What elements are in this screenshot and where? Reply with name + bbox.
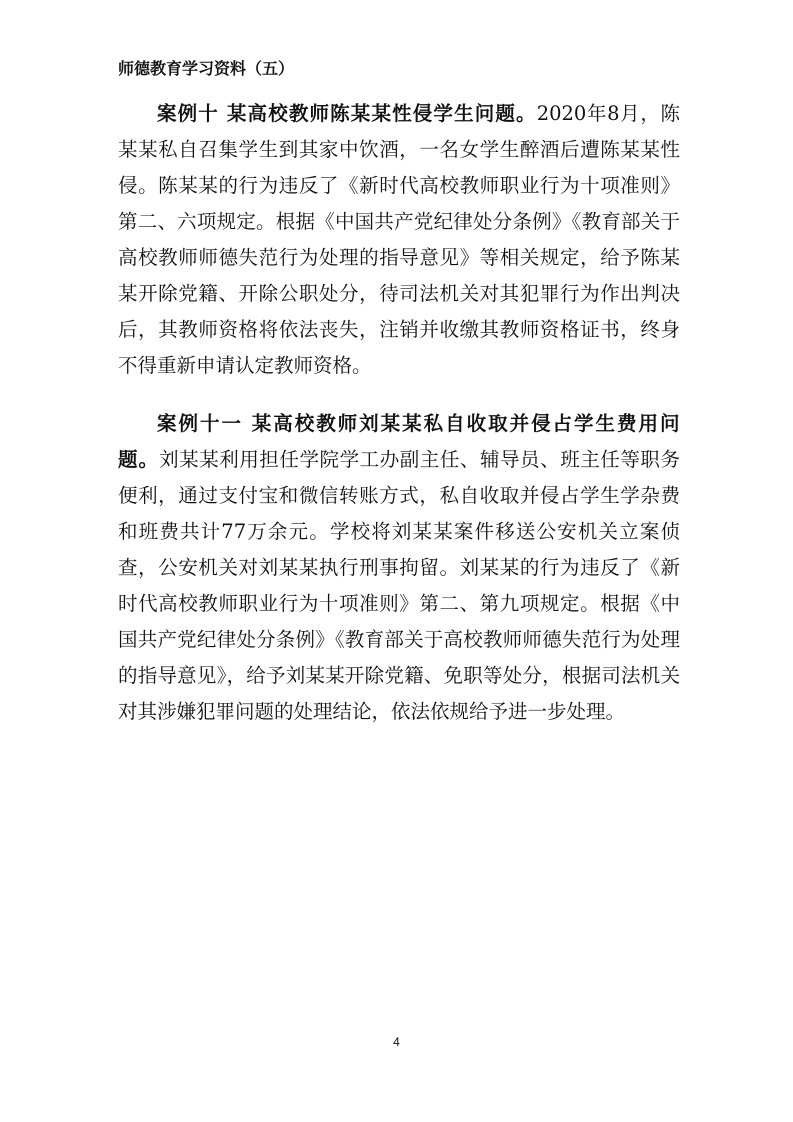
case-body-11: 刘某某利用担任学院学工办副主任、辅导员、班主任等职务便利，通过支付宝和微信转账方式，私自收取并侵占学生学杂费和班费共计77万余元。学校将刘某某案件移送公安机关立案侦查，公安机关对刘某某执行刑事拘留。刘某某的行为违反了《新时代高校教师职业行为十项准则》第二、第九项规定。根据《中国共产党纪律处分条例》《教育部关于高校教师师德失范行为处理的指导意见》，给予刘某某开除党籍、免职等处分，根据司法机关对其涉嫌犯罪问题的处理结论，依法依规给予进一步处理。: [118, 448, 680, 723]
case-paragraph-11: [118, 406, 680, 730]
case-paragraph-10: [118, 96, 680, 384]
case-title-11: 案例十一 某高校教师刘某某私自收取并侵占学生费用问题。: [118, 412, 680, 471]
case-body-10: 2020年8月，陈某某私自召集学生到其家中饮酒，一名女学生醉酒后遭陈某某性侵。陈某某的行为违反了《新时代高校教师职业行为十项准则》第二、六项规定。根据《中国共产党纪律处分条例》《教育部关于高校教师师德失范行为处理的指导意见》等相关规定，给予陈某某开除党籍、开除公职处分，待司法机关对其犯罪行为作出判决后，其教师资格将依法丧失，注销并收缴其教师资格证书，终身不得重新申请认定教师资格。: [118, 102, 680, 377]
running-header: 师德教育学习资料（五）: [118, 59, 295, 78]
page-number: 4: [393, 1035, 400, 1049]
case-title-10: 案例十 某高校教师陈某某性侵学生问题。: [157, 102, 537, 125]
